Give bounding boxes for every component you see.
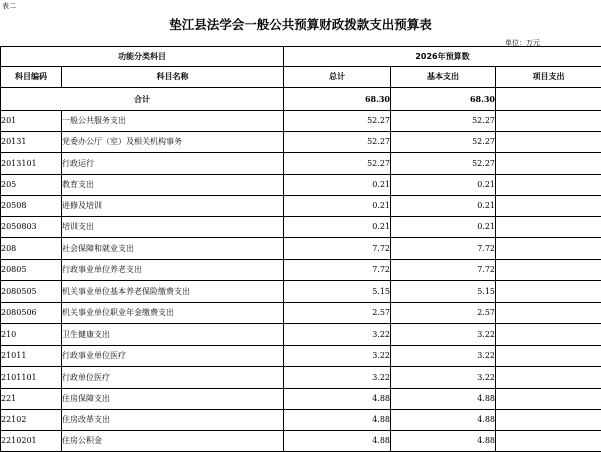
- subject-name-cell: 住房保障支出: [62, 389, 284, 410]
- table-row: [1, 324, 601, 346]
- table-row: [1, 132, 601, 153]
- subject-name-cell: 一般公共服务支出: [62, 111, 284, 132]
- header-subject-name: 科目名称: [62, 67, 284, 88]
- table-row: [1, 260, 601, 281]
- project-expenditure-cell: [496, 346, 601, 367]
- subject-name-cell: 住房公积金: [62, 431, 284, 452]
- subject-name-cell: 培训支出: [62, 217, 284, 238]
- project-expenditure-cell: [496, 367, 601, 389]
- total-cell: 0.21: [284, 217, 391, 238]
- header-project-expenditure: 项目支出: [496, 67, 601, 88]
- total-cell: 4.88: [284, 431, 391, 452]
- project-expenditure-cell: [496, 111, 601, 132]
- basic-expenditure-cell: 3.22: [391, 324, 496, 346]
- subject-code-cell: 2050803: [1, 217, 62, 238]
- header-basic-expenditure: 基本支出: [391, 67, 496, 88]
- total-cell: 3.22: [284, 324, 391, 346]
- total-cell: 7.72: [284, 238, 391, 260]
- basic-expenditure-cell: 0.21: [391, 175, 496, 196]
- table-row: [1, 303, 601, 324]
- subject-name-cell: 住房改革支出: [62, 410, 284, 431]
- table-number-label: 表二: [2, 1, 16, 11]
- summary-project: [496, 88, 601, 111]
- subject-name-cell: 进修及培训: [62, 196, 284, 217]
- project-expenditure-cell: [496, 324, 601, 346]
- subject-code-cell: 20508: [1, 196, 62, 217]
- subject-code-cell: 20131: [1, 132, 62, 153]
- table-row: [1, 196, 601, 217]
- basic-expenditure-cell: 0.21: [391, 196, 496, 217]
- total-cell: 5.15: [284, 281, 391, 303]
- basic-expenditure-cell: 3.22: [391, 346, 496, 367]
- table-row: [1, 431, 601, 452]
- subject-code-cell: 2013101: [1, 153, 62, 175]
- header-group-row: [1, 47, 601, 67]
- subject-name-cell: 行政事业单位养老支出: [62, 260, 284, 281]
- project-expenditure-cell: [496, 389, 601, 410]
- table-row: [1, 281, 601, 303]
- table-row: [1, 389, 601, 410]
- table-row: [1, 111, 601, 132]
- total-cell: 0.21: [284, 196, 391, 217]
- basic-expenditure-cell: 7.72: [391, 260, 496, 281]
- basic-expenditure-cell: 0.21: [391, 217, 496, 238]
- summary-basic: 68.30: [391, 88, 496, 111]
- total-cell: 52.27: [284, 153, 391, 175]
- project-expenditure-cell: [496, 175, 601, 196]
- table-row: [1, 238, 601, 260]
- header-subject-code: 科目编码: [1, 67, 62, 88]
- basic-expenditure-cell: 5.15: [391, 281, 496, 303]
- project-expenditure-cell: [496, 238, 601, 260]
- total-cell: 2.57: [284, 303, 391, 324]
- subject-name-cell: 行政单位医疗: [62, 367, 284, 389]
- header-total: 总计: [284, 67, 391, 88]
- page-title: 垫江县法学会一般公共预算财政拨款支出预算表: [0, 15, 601, 33]
- total-cell: 3.22: [284, 367, 391, 389]
- summary-label: 合计: [1, 88, 284, 111]
- header-column-row: [1, 67, 601, 88]
- total-cell: 4.88: [284, 410, 391, 431]
- total-cell: 7.72: [284, 260, 391, 281]
- subject-code-cell: 205: [1, 175, 62, 196]
- basic-expenditure-cell: 7.72: [391, 238, 496, 260]
- subject-name-cell: 教育支出: [62, 175, 284, 196]
- unit-label: 单位：万元: [505, 38, 540, 48]
- total-cell: 0.21: [284, 175, 391, 196]
- header-budget-year: 2026年预算数: [284, 47, 601, 67]
- subject-code-cell: 2101101: [1, 367, 62, 389]
- subject-name-cell: 党委办公厅（室）及相关机构事务: [62, 132, 284, 153]
- subject-code-cell: 22102: [1, 410, 62, 431]
- table-row: [1, 175, 601, 196]
- subject-code-cell: 210: [1, 324, 62, 346]
- project-expenditure-cell: [496, 303, 601, 324]
- basic-expenditure-cell: 52.27: [391, 132, 496, 153]
- subject-code-cell: 20805: [1, 260, 62, 281]
- subject-code-cell: 2080505: [1, 281, 62, 303]
- subject-name-cell: 机关事业单位职业年金缴费支出: [62, 303, 284, 324]
- total-cell: 52.27: [284, 111, 391, 132]
- basic-expenditure-cell: 4.88: [391, 389, 496, 410]
- basic-expenditure-cell: 4.88: [391, 410, 496, 431]
- basic-expenditure-cell: 3.22: [391, 367, 496, 389]
- summary-row: [1, 88, 601, 111]
- subject-name-cell: 行政事业单位医疗: [62, 346, 284, 367]
- header-functional-classification: 功能分类科目: [1, 47, 284, 67]
- subject-code-cell: 21011: [1, 346, 62, 367]
- subject-name-cell: 行政运行: [62, 153, 284, 175]
- subject-code-cell: 208: [1, 238, 62, 260]
- table-row: [1, 410, 601, 431]
- project-expenditure-cell: [496, 260, 601, 281]
- project-expenditure-cell: [496, 132, 601, 153]
- project-expenditure-cell: [496, 153, 601, 175]
- subject-code-cell: 2210201: [1, 431, 62, 452]
- subject-name-cell: 机关事业单位基本养老保险缴费支出: [62, 281, 284, 303]
- table-row: [1, 346, 601, 367]
- subject-name-cell: 卫生健康支出: [62, 324, 284, 346]
- total-cell: 52.27: [284, 132, 391, 153]
- project-expenditure-cell: [496, 281, 601, 303]
- basic-expenditure-cell: 52.27: [391, 153, 496, 175]
- table-row: [1, 217, 601, 238]
- basic-expenditure-cell: 52.27: [391, 111, 496, 132]
- subject-code-cell: 2080506: [1, 303, 62, 324]
- table-row: [1, 153, 601, 175]
- total-cell: 4.88: [284, 389, 391, 410]
- total-cell: 3.22: [284, 346, 391, 367]
- table-row: [1, 367, 601, 389]
- basic-expenditure-cell: 4.88: [391, 431, 496, 452]
- subject-code-cell: 201: [1, 111, 62, 132]
- basic-expenditure-cell: 2.57: [391, 303, 496, 324]
- budget-table: [0, 46, 601, 452]
- project-expenditure-cell: [496, 217, 601, 238]
- summary-total: 68.30: [284, 88, 391, 111]
- subject-name-cell: 社会保障和就业支出: [62, 238, 284, 260]
- project-expenditure-cell: [496, 431, 601, 452]
- project-expenditure-cell: [496, 196, 601, 217]
- subject-code-cell: 221: [1, 389, 62, 410]
- project-expenditure-cell: [496, 410, 601, 431]
- budget-table-body: [1, 47, 601, 452]
